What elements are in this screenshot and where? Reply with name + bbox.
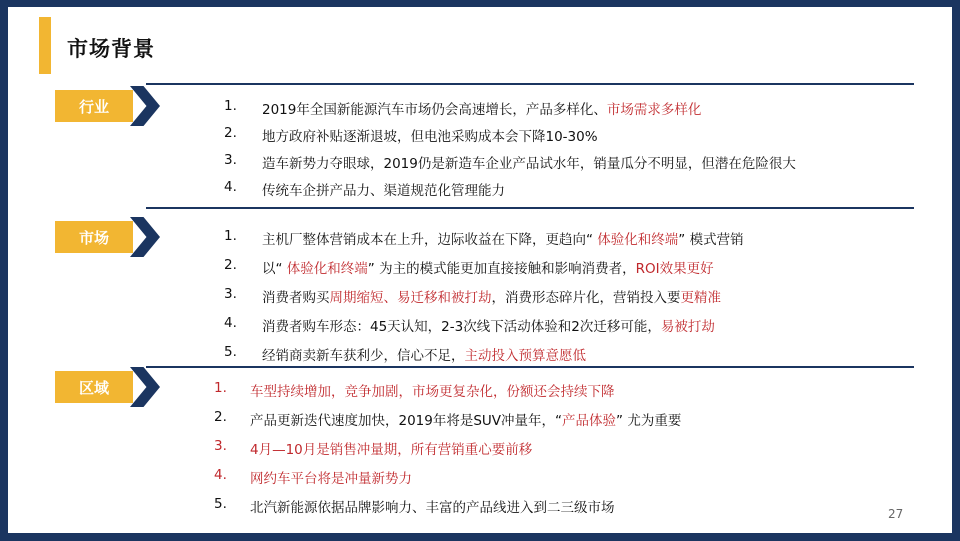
section-tag-industry: 行业: [55, 90, 133, 122]
list-item: [8, 380, 952, 404]
page-number: 27: [888, 507, 904, 521]
list-item-text: [250, 438, 532, 458]
list-item: [8, 315, 952, 339]
text-segment: 消费者购买: [262, 290, 330, 306]
highlighted-text: 体验化和终端: [597, 232, 679, 248]
section-tag-market: 市场: [55, 221, 133, 253]
list-item-text: [262, 344, 586, 364]
list-item: [8, 409, 952, 433]
list-item-number: 4.: [224, 315, 237, 331]
list-item-text: [262, 286, 721, 306]
list-item: [8, 125, 952, 149]
text-segment: 造车新势力夺眼球，2019仍是新造车企业产品试水年，销量瓜分不明显，但潜在危险很大: [262, 156, 796, 172]
highlighted-text: ROI效果更好: [635, 261, 714, 277]
section-tag-region: 区域: [55, 371, 133, 403]
list-item-text: [262, 315, 715, 335]
text-segment: ” 为主的模式能更加直接接触和影响消费者，: [367, 261, 636, 277]
list-item-number: 2.: [224, 257, 237, 273]
list-item-number: 1.: [224, 228, 237, 244]
text-segment: ” 尤为重要: [616, 413, 682, 429]
highlighted-text: 体验化和终端: [286, 261, 368, 277]
text-segment: 2019年全国新能源汽车市场仍会高速增长，产品多样化、: [262, 102, 607, 118]
list-item-number: 3.: [224, 286, 237, 302]
list-item: [8, 98, 952, 122]
list-item-number: 2.: [214, 409, 227, 425]
highlighted-text: 易被打劫: [660, 319, 715, 335]
text-segment: 传统车企拼产品力、渠道规范化管理能力: [262, 183, 505, 199]
text-segment: 4月—10月是销售冲量期，所有营销重心要前移: [250, 442, 533, 458]
list-item-text: [262, 125, 598, 145]
list-item: [8, 496, 952, 520]
list-item: [8, 228, 952, 252]
text-segment: 产品更新迭代速度加快，2019年将是SUV冲量年，“: [250, 413, 563, 429]
list-item-text: [262, 228, 744, 248]
text-segment: 经销商卖新车获利少，信心不足，: [262, 348, 465, 364]
list-item-text: [262, 179, 505, 199]
highlighted-text: 产品体验: [562, 413, 617, 429]
list-item-number: 1.: [214, 380, 227, 396]
section-divider: [146, 366, 914, 368]
list-item-text: [262, 98, 701, 118]
list-item: [8, 344, 952, 368]
list-item: [8, 152, 952, 176]
highlighted-text: 市场需求多样化: [606, 102, 702, 118]
list-item: [8, 286, 952, 310]
slide: [8, 7, 952, 533]
highlighted-text: 主动投入预算意愿低: [464, 348, 586, 364]
text-segment: 地方政府补贴逐渐退坡，但电池采购成本会下降10-30%: [262, 129, 598, 145]
list-item-text: [262, 152, 796, 172]
list-item: [8, 257, 952, 281]
text-segment: 主机厂整体营销成本在上升，边际收益在下降，更趋向“: [262, 232, 598, 248]
list-item-number: 3.: [224, 152, 237, 168]
list-item-number: 3.: [214, 438, 227, 454]
text-segment: ” 模式营销: [678, 232, 744, 248]
section-divider: [146, 207, 914, 209]
list-item-number: 5.: [214, 496, 227, 512]
list-item-number: 1.: [224, 98, 237, 114]
list-item: [8, 438, 952, 462]
highlighted-text: 周期缩短、易迁移和被打劫: [329, 290, 492, 306]
text-segment: ，消费形态碎片化，营销投入要: [491, 290, 681, 306]
text-segment: 北汽新能源依据品牌影响力、丰富的产品线进入到二三级市场: [250, 500, 615, 516]
title-accent-bar: [39, 17, 51, 74]
page-title: 市场背景: [67, 37, 155, 61]
highlighted-text: 更精准: [680, 290, 721, 306]
text-segment: 消费者购车形态：45天认知，2-3次线下活动体验和2次迁移可能，: [262, 319, 661, 335]
list-item-number: 4.: [224, 179, 237, 195]
list-item-number: 5.: [224, 344, 237, 360]
text-segment: 以“: [262, 261, 287, 277]
list-item-text: [250, 467, 412, 487]
list-item-text: [262, 257, 714, 277]
text-segment: 网约车平台将是冲量新势力: [250, 471, 412, 487]
list-item-text: [250, 409, 681, 429]
list-item: [8, 179, 952, 203]
list-item-number: 4.: [214, 467, 227, 483]
list-item-text: [250, 496, 615, 516]
section-divider: [146, 83, 914, 85]
text-segment: 车型持续增加，竞争加剧，市场更复杂化，份额还会持续下降: [250, 384, 615, 400]
list-item-number: 2.: [224, 125, 237, 141]
list-item-text: [250, 380, 615, 400]
list-item: [8, 467, 952, 491]
